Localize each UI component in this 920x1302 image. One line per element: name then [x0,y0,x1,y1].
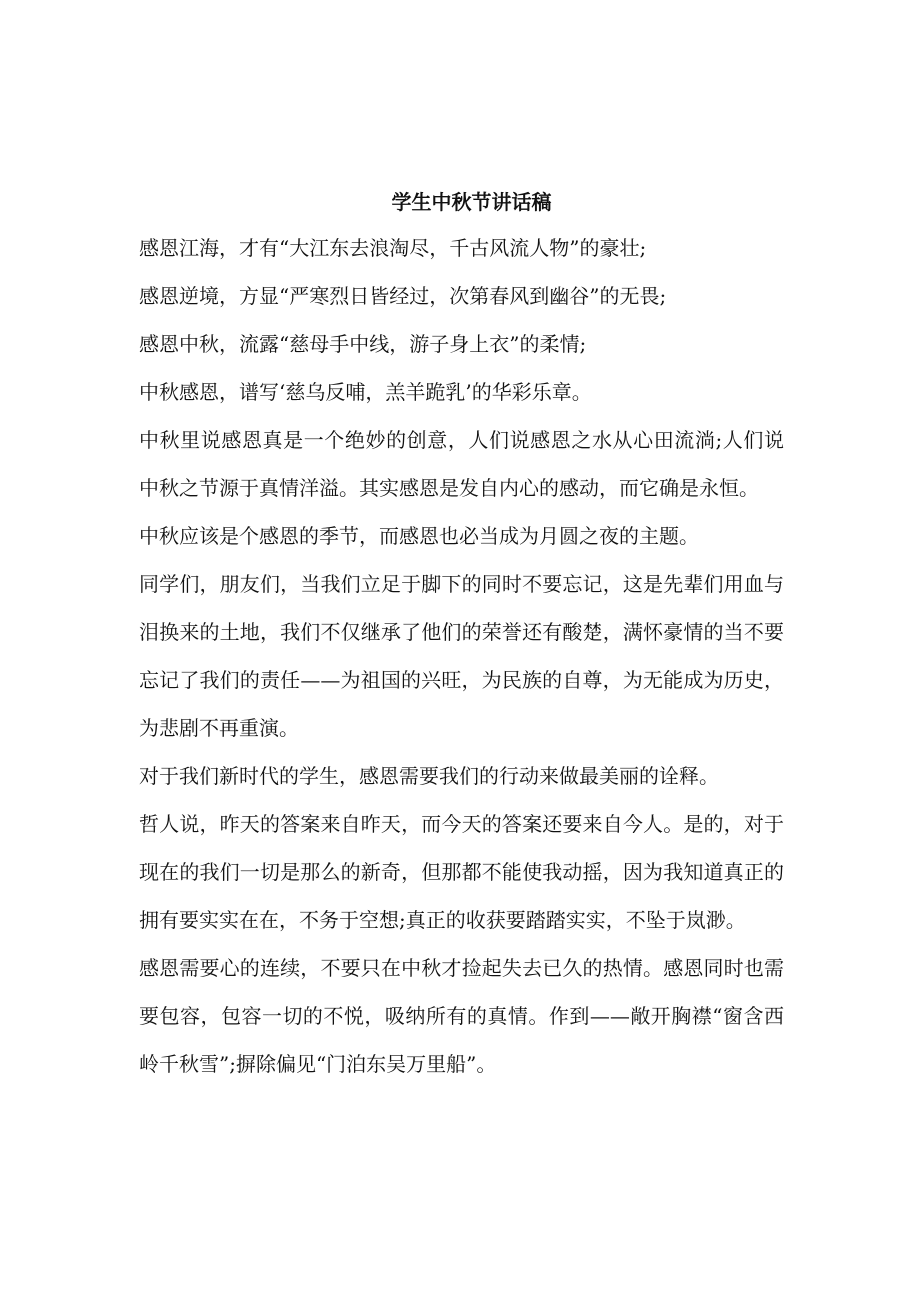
paragraph: 对于我们新时代的学生，感恩需要我们的行动来做最美丽的诠释。 [139,764,719,788]
paragraph: 感恩江海，才有“大江东去浪淘尽，千古风流人物”的豪壮; [139,236,647,260]
paragraph: 感恩中秋，流露“慈母手中线，游子身上衣”的柔情; [139,332,587,356]
paragraph: 中秋感恩，谱写‘慈乌反哺，羔羊跪乳’的华彩乐章。 [139,380,592,404]
paragraph: 哲人说，昨天的答案来自昨天，而今天的答案还要来自今人。是的，对于现在的我们一切是那么的新奇，但那都不能使我动摇，因为我知道真正的拥有要实实在在，不务于空想;真正的收获要踏踏实实，不坠于岚渺。 [139,812,784,932]
paragraph: 中秋里说感恩真是一个绝妙的创意，人们说感恩之水从心田流淌;人们说中秋之节源于真情洋溢。其实感恩是发自内心的感动，而它确是永恒。 [139,428,784,500]
paragraph: 中秋应该是个感恩的季节，而感恩也必当成为月圆之夜的主题。 [139,524,699,548]
document-body [139,182,784,1088]
document-title: 学生中秋节讲话稿 [391,190,552,214]
paragraph: 感恩需要心的连续，不要只在中秋才捡起失去已久的热情。感恩同时也需要包容，包容一切的不悦，吸纳所有的真情。作到——敞开胸襟“窗含西岭千秋雪”;摒除偏见“门泊东吴万里船”。 [139,956,784,1076]
paragraph: 同学们，朋友们，当我们立足于脚下的同时不要忘记，这是先辈们用血与泪换来的土地，我们不仅继承了他们的荣誉还有酸楚，满怀豪情的当不要忘记了我们的责任——为祖国的兴旺，为民族的自尊，为无能成为历史，为悲剧不再重演。 [139,572,784,740]
paragraph: 感恩逆境，方显“严寒烈日皆经过，次第春风到幽谷”的无畏; [139,284,667,308]
